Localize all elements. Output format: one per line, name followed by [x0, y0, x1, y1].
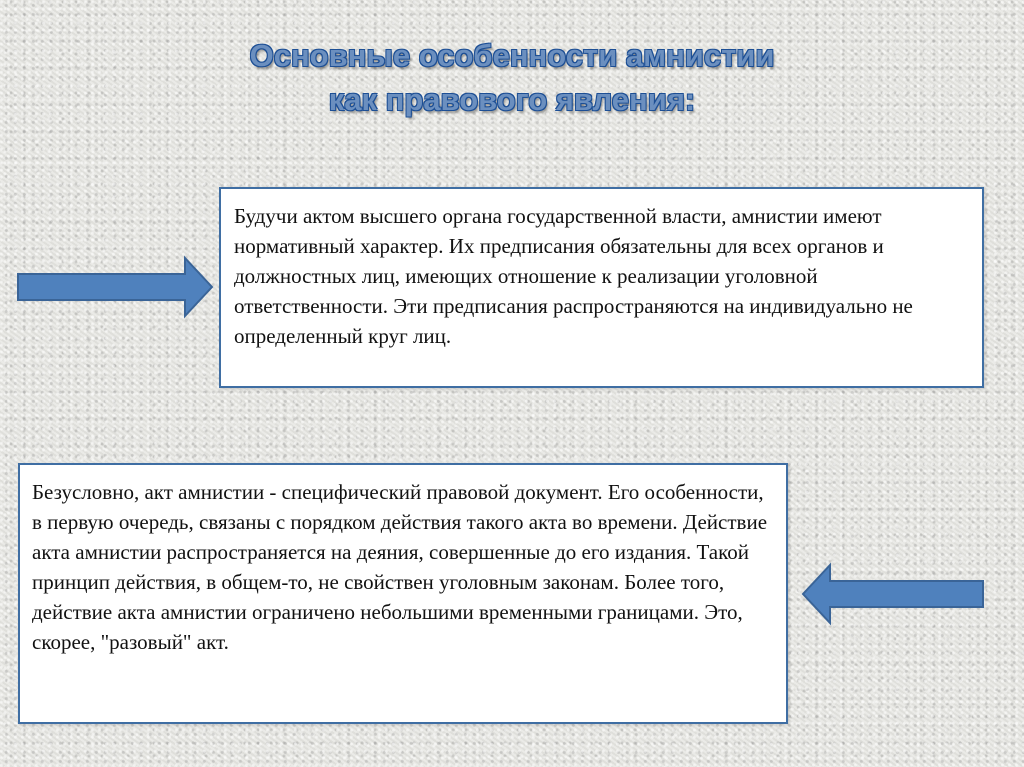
- slide-title: [150, 34, 874, 122]
- top-text-box-content: Будучи актом высшего органа государственной власти, амнистии имеют нормативный характер. Их предписания обязательны для всех органов и должностных лиц, имеющих отношение к реализации уголовной ответственности. Эти предписания распространяются на индивидуально не определенный круг лиц.: [234, 204, 913, 348]
- bottom-text-box: [18, 463, 788, 724]
- arrow-left-icon: [800, 561, 986, 627]
- slide-title-line-1: Основные особенности амнистии: [249, 38, 775, 73]
- top-text-box: [219, 187, 984, 388]
- slide-title-line-2: как правового явления:: [328, 82, 696, 117]
- bottom-text-box-content: Безусловно, акт амнистии - специфический правовой документ. Его особенности, в первую очередь, связаны с порядком действия такого акта во времени. Действие акта амнистии распространяется на деяния, совершенные до его издания. Такой принцип действия, в общем-то, не свойствен уголовным законам. Более того, действие акта амнистии ограничено небольшими временными границами. Это, скорее, "разовый" акт.: [32, 480, 768, 654]
- arrow-right-icon: [15, 254, 215, 320]
